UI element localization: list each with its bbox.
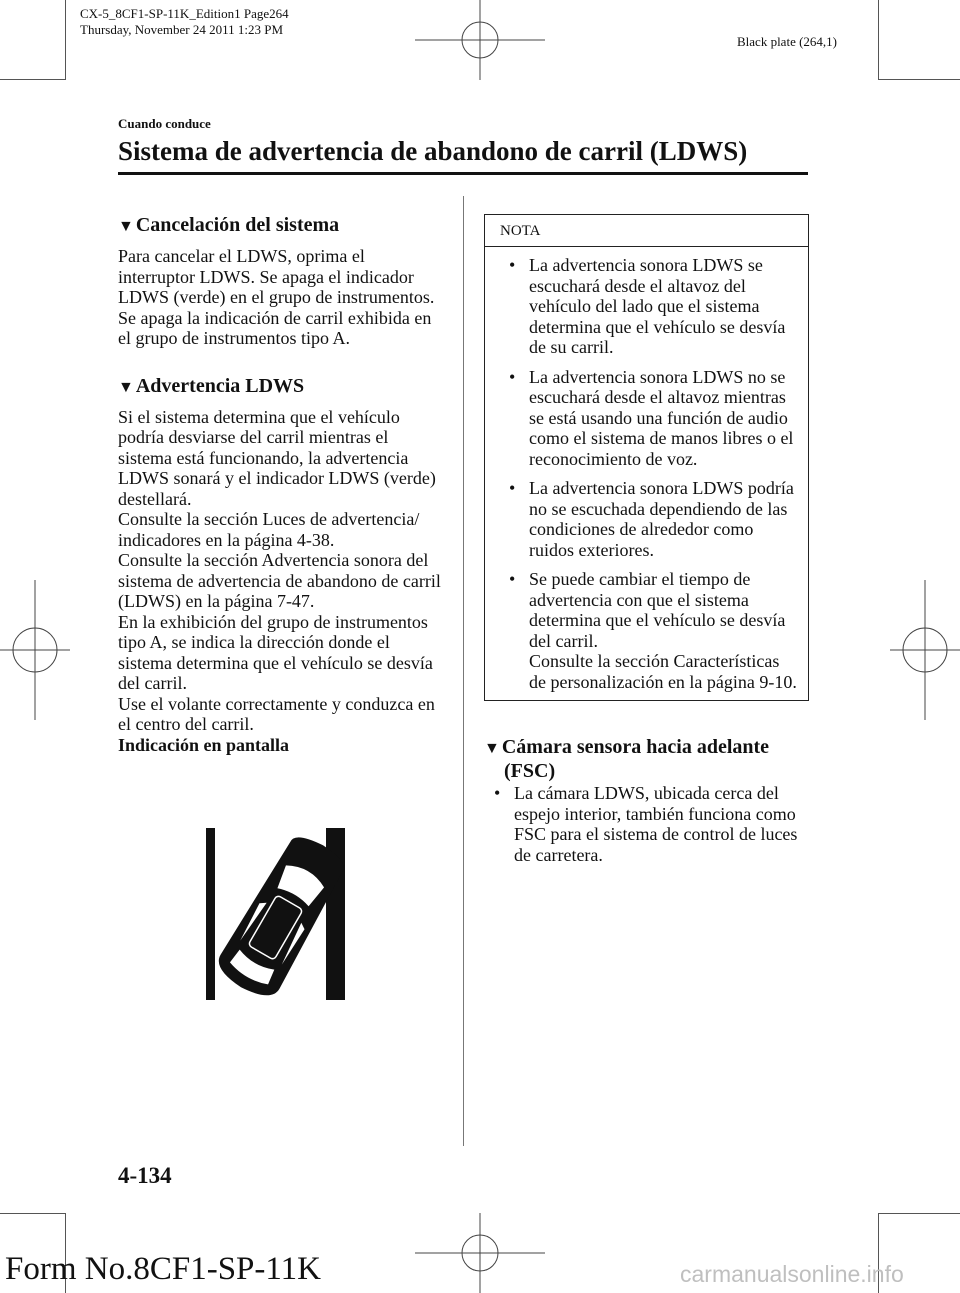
bullet-icon: • [509,569,516,589]
crosshair-registration-icon [410,0,550,80]
triangle-marker-icon: ▼ [118,218,134,235]
list-item: • La advertencia sonora LDWS se escuchará desde el altavoz del vehículo del lado que el sistema determina que el vehículo se desvía de su carril. [509,255,786,357]
warning-paragraph: Consulte la sección Luces de advertencia/ indicadores en la página 4-38. [118,509,420,550]
list-item: • La cámara LDWS, ubicada cerca del espejo interior, también funciona como FSC para el sistema de control de luces de carretera. [494,783,798,865]
watermark: carmanualsonline.info [680,1261,904,1287]
warning-paragraph: Consulte la sección Advertencia sonora del sistema de advertencia de abandono de carril (LDWS) en la página 7-47. [118,550,441,611]
form-number: Form No.8CF1-SP-11K [5,1251,321,1287]
note-list [485,247,808,700]
cancel-paragraph: Para cancelar el LDWS, oprima el interruptor LDWS. Se apaga el indicador LDWS (verde) en el grupo de instrumentos. [118,246,435,307]
cancel-heading: ▼ Cancelación del sistema [118,214,340,236]
title-rule [118,172,808,175]
page-title: Sistema de advertencia de abandono de carril (LDWS) [118,136,748,166]
left-column [118,214,444,755]
bullet-icon: • [509,478,516,498]
date-line: Thursday, November 24 2011 1:23 PM [80,22,284,37]
warning-paragraph: Use el volante correctamente y conduzca en el centro del carril. [118,693,435,734]
file-line: CX-5_8CF1-SP-11K_Edition1 Page264 [80,6,289,21]
list-item: • La advertencia sonora LDWS no se escuchará desde el altavoz mientras se está usando una función de audio como el sistema de manos libres o el reconocimiento de voz. [509,366,794,469]
triangle-marker-icon: ▼ [118,378,134,396]
crosshair-registration-icon [410,1213,550,1293]
note-reference: Consulte la sección Características de personalización en la página 9-10. [529,651,797,692]
crosshair-registration-icon [890,580,960,720]
page-number: 4-134 [118,1163,172,1188]
section-label: Cuando conduce [118,116,211,131]
cancel-paragraph: Se apaga la indicación de carril exhibida en el grupo de instrumentos tipo A. [118,307,432,348]
display-label: Indicación en pantalla [118,734,290,755]
fsc-section [484,736,807,874]
bullet-icon: • [509,366,516,387]
fsc-heading: ▼ Cámara sensora hacia adelante (FSC) [484,736,770,782]
note-box [484,214,809,701]
bullet-icon: • [494,783,501,803]
fsc-list [484,783,807,865]
list-item: • La advertencia sonora LDWS podría no se escuchada dependiendo de las condiciones de alrededor como ruidos exteriores. [509,478,794,560]
warning-paragraph: En la exhibición del grupo de instrumentos tipo A, se indica la dirección donde el sistema determina que el vehículo se desvía del carril. [118,611,433,693]
crosshair-registration-icon [0,580,70,720]
list-item: • Se puede cambiar el tiempo de advertencia con que el sistema determina que el vehículo se desvía del carril. Consulte la sección Características de personalización en la página 9-10. [509,569,797,692]
note-title: NOTA [485,215,808,247]
warning-heading: ▼ Advertencia LDWS [118,374,305,397]
warning-paragraph: Si el sistema determina que el vehículo podría desviarse del carril mientras el sistema está funcionando, la advertencia LDWS sonará y el indicador LDWS (verde) destellará. [118,406,436,509]
plate-label: Black plate (264,1) [737,34,837,49]
print-header [80,6,289,38]
bullet-icon: • [509,255,516,275]
column-divider [463,196,464,1146]
car-departing-lane-icon [200,822,350,1004]
triangle-marker-icon: ▼ [484,740,500,757]
